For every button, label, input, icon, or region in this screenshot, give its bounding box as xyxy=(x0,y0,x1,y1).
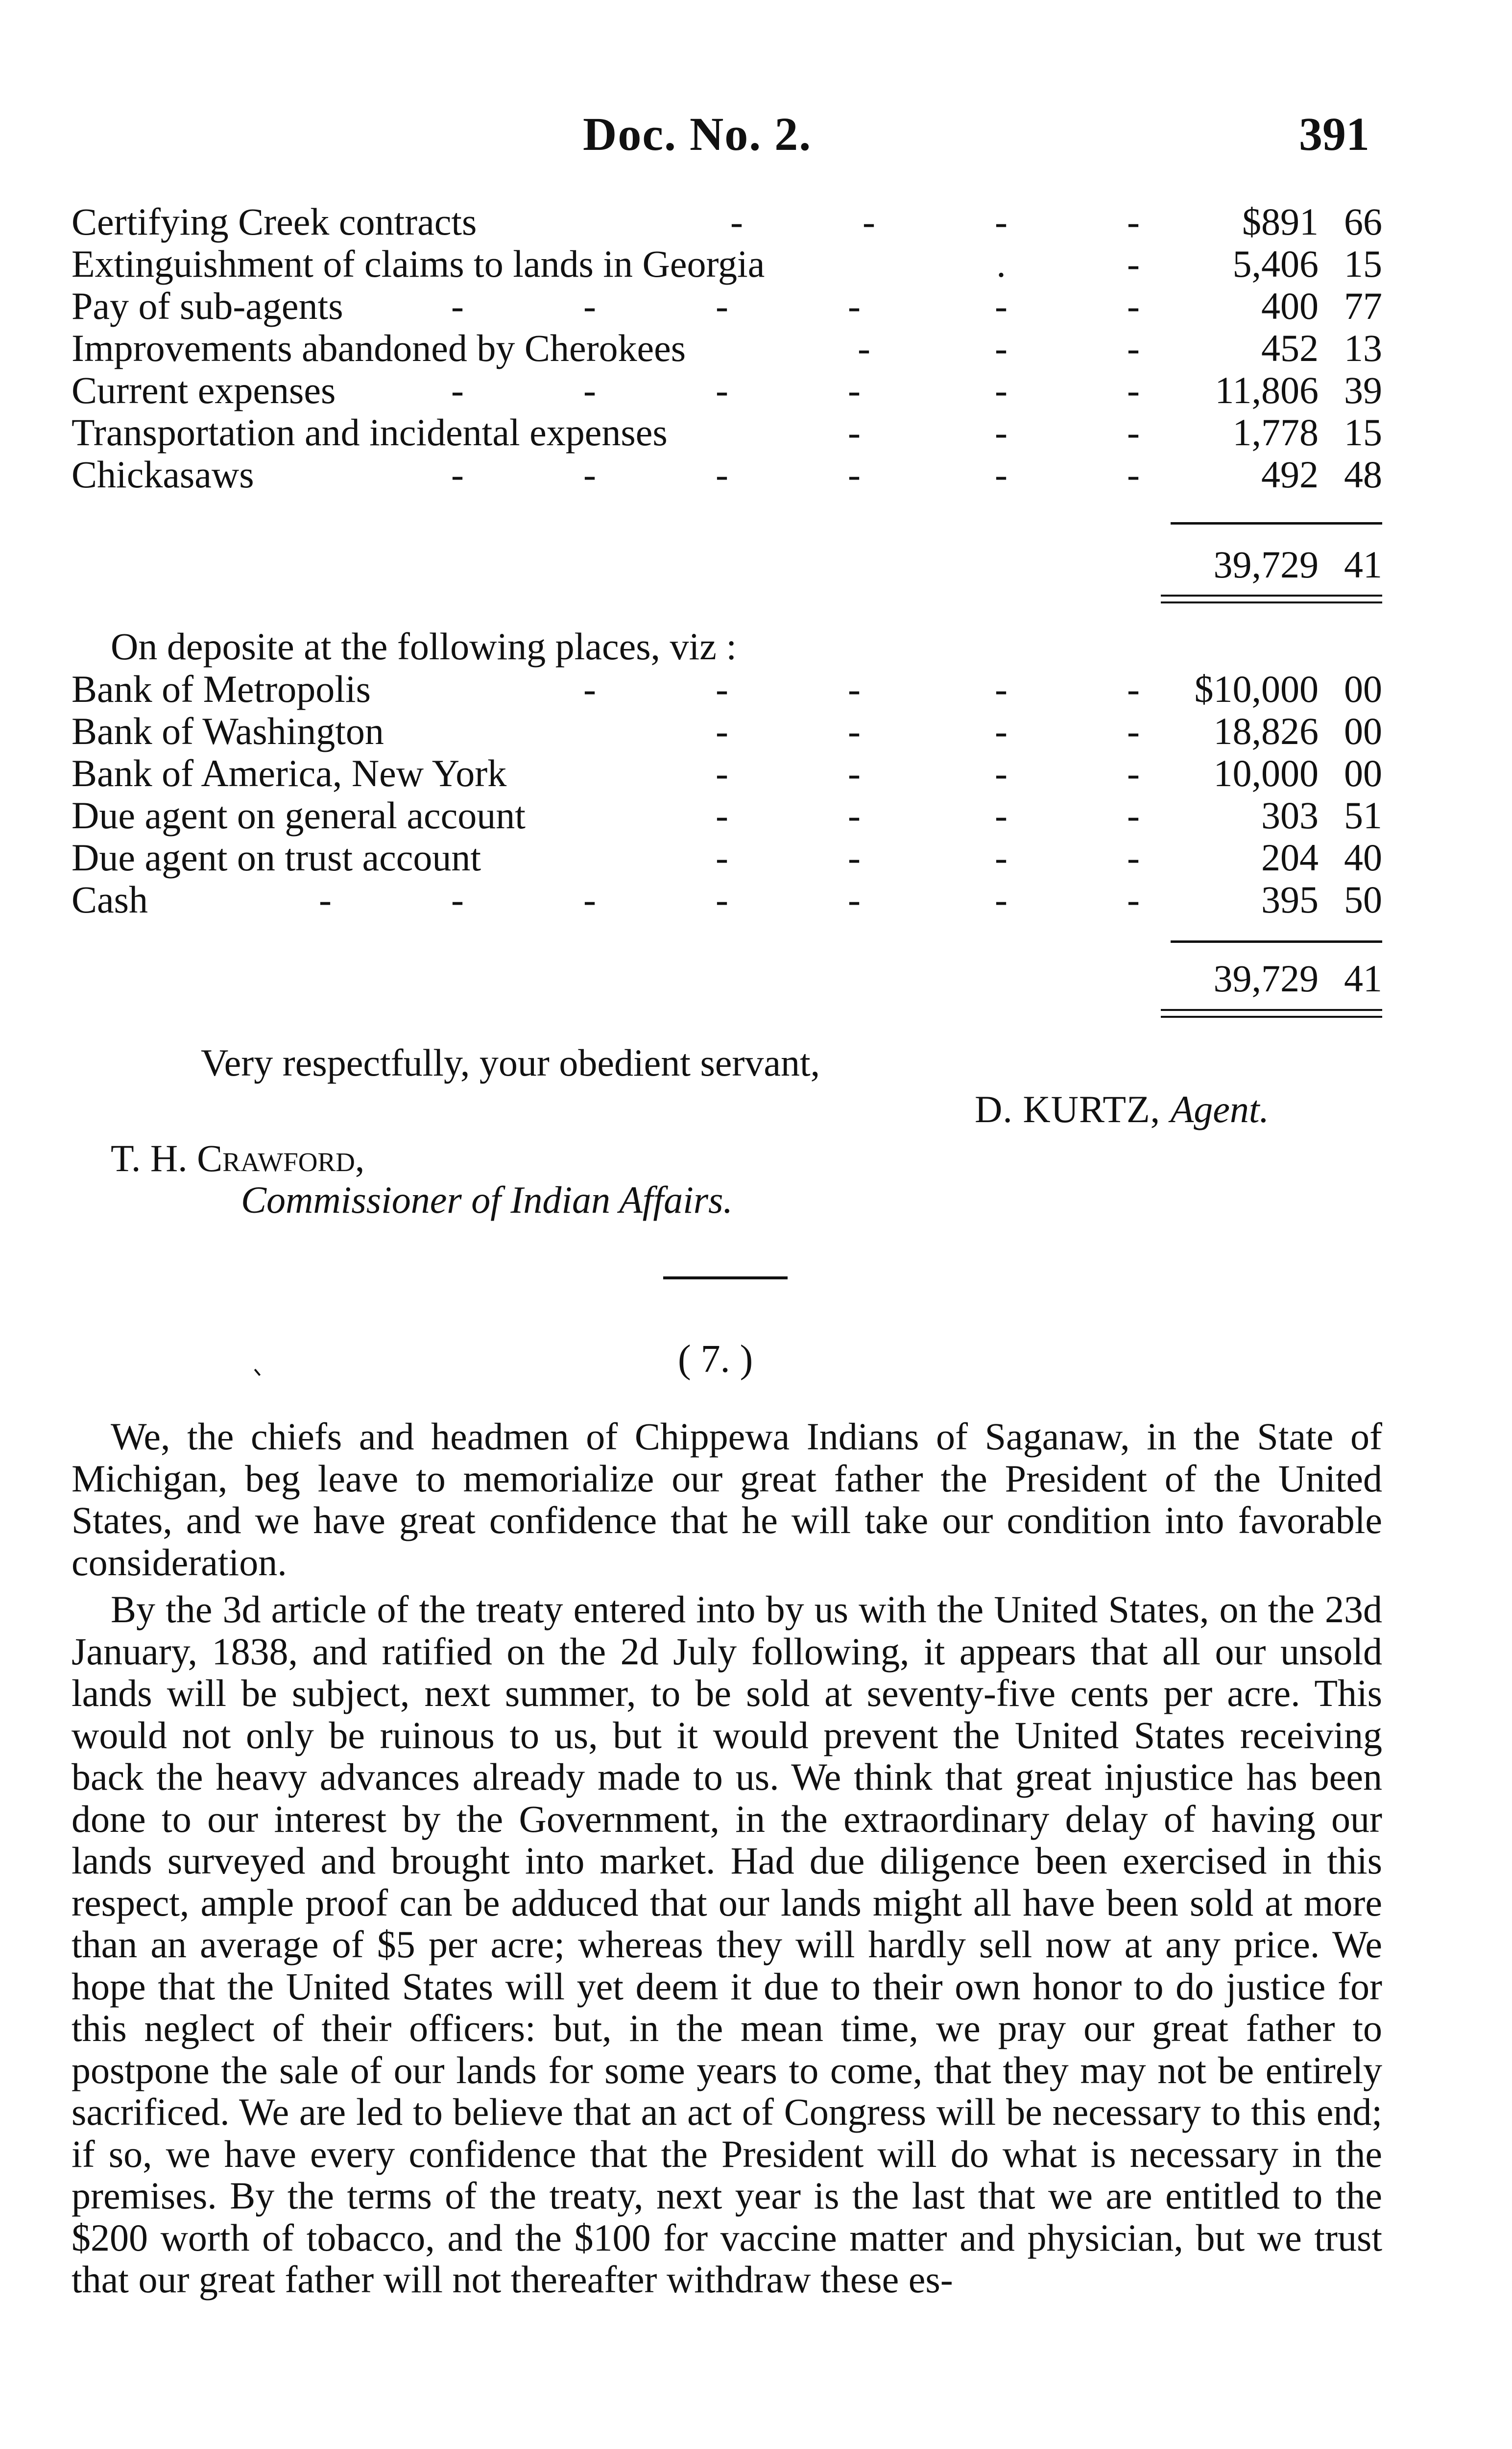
leader-dash: - xyxy=(716,285,728,327)
leader-dash: - xyxy=(995,285,1008,327)
addressee-title: Commissioner of Indian Affairs. xyxy=(241,1178,733,1221)
leader-dash: - xyxy=(863,200,875,243)
leader-dash: - xyxy=(1127,878,1140,921)
ledger-label: Bank of America, New York xyxy=(72,752,507,794)
ledger-label: Chickasaws xyxy=(72,453,254,496)
leader-dash: - xyxy=(858,327,870,369)
leader-dash: - xyxy=(1127,285,1140,327)
total-dollars: 39,729 xyxy=(1213,543,1319,586)
page-number: 391 xyxy=(1299,108,1369,160)
leader-dash: - xyxy=(995,710,1008,752)
leader-dash: - xyxy=(848,752,861,794)
ledger-row xyxy=(72,752,1382,794)
ledger-dollars: 1,778 xyxy=(1232,411,1319,454)
leader-dash: - xyxy=(583,369,596,411)
ledger-cents: 00 xyxy=(1344,710,1382,752)
leader-dash: - xyxy=(1127,453,1140,496)
leader-dash: - xyxy=(716,752,728,794)
leader-dash: - xyxy=(1127,710,1140,752)
leader-dash: - xyxy=(716,453,728,496)
sum-rule xyxy=(1171,522,1382,525)
ledger-label: Pay of sub-agents xyxy=(72,285,343,327)
ledger-cents: 00 xyxy=(1344,668,1382,710)
ledger-dollars: 11,806 xyxy=(1215,369,1319,411)
leader-dash: - xyxy=(716,878,728,921)
leader-dash: - xyxy=(848,878,861,921)
total-double-rule xyxy=(1161,595,1382,603)
ledger-row xyxy=(72,710,1382,752)
ledger-dollars: 204 xyxy=(1261,836,1319,879)
ledger-dollars: 10,000 xyxy=(1213,752,1319,794)
ledger-row xyxy=(72,454,1382,496)
memorial-paragraph-1 xyxy=(72,1416,1382,1583)
leader-dash: - xyxy=(1127,794,1140,837)
ledger-label: Cash xyxy=(72,878,148,921)
leader-dash: - xyxy=(1127,200,1140,243)
leader-dash: - xyxy=(995,794,1008,837)
leader-dash: - xyxy=(848,710,861,752)
leader-dash: - xyxy=(995,369,1008,411)
leader-dash: - xyxy=(583,878,596,921)
ledger-row xyxy=(72,879,1382,921)
addressee-name xyxy=(111,1136,364,1180)
leader-dash: - xyxy=(1127,411,1140,454)
leader-dash: - xyxy=(995,878,1008,921)
leader-dash: - xyxy=(848,411,861,454)
leader-dash: - xyxy=(995,411,1008,454)
ledger-cents: 39 xyxy=(1344,369,1382,411)
leader-dash: - xyxy=(848,668,861,710)
ledger-row xyxy=(72,327,1382,369)
total-cents: 41 xyxy=(1344,957,1382,1000)
leader-dash: - xyxy=(451,285,464,327)
ledger-cents: 66 xyxy=(1344,200,1382,243)
total-cents: 41 xyxy=(1344,543,1382,586)
total-double-rule xyxy=(1161,1009,1382,1018)
addressee-name-text: T. H. Crawford, xyxy=(111,1137,365,1179)
ledger-cents: 77 xyxy=(1344,285,1382,327)
total-row xyxy=(72,958,1382,1000)
ledger-label: Extinguishment of claims to lands in Georgia xyxy=(72,242,765,285)
leader-dash: - xyxy=(716,794,728,837)
ledger-dollars: 18,826 xyxy=(1213,710,1319,752)
leader-dash: - xyxy=(451,878,464,921)
signer-name: D. KURTZ, xyxy=(975,1088,1161,1130)
leader-dash: - xyxy=(848,794,861,837)
memorial-paragraph-2 xyxy=(72,1588,1382,2301)
ledger-row xyxy=(72,243,1382,285)
ledger-row xyxy=(72,411,1382,454)
leader-dash: - xyxy=(451,369,464,411)
leader-dash: - xyxy=(995,453,1008,496)
leader-dash: - xyxy=(995,327,1008,369)
ledger-cents: 00 xyxy=(1344,752,1382,794)
leader-dash: - xyxy=(995,200,1008,243)
section-number: ( 7. ) xyxy=(678,1338,753,1381)
leader-dash: - xyxy=(848,285,861,327)
leader-dash: - xyxy=(716,836,728,879)
closing-line: Very respectfully, your obedient servant, xyxy=(201,1041,820,1084)
leader-dash: - xyxy=(319,878,332,921)
leader-dash: - xyxy=(451,453,464,496)
leader-dash: - xyxy=(583,668,596,710)
ledger-dollars: 452 xyxy=(1261,327,1319,369)
leader-dash: - xyxy=(716,369,728,411)
leader-dash: - xyxy=(995,752,1008,794)
signature-block xyxy=(975,1087,1269,1131)
ledger-dollars: $891 xyxy=(1242,200,1319,243)
ledger-cents: 13 xyxy=(1344,327,1382,369)
ledger-label: Bank of Washington xyxy=(72,710,384,752)
ledger-label: Due agent on general account xyxy=(72,794,526,837)
ledger-label: Due agent on trust account xyxy=(72,836,481,879)
ledger-cents: 51 xyxy=(1344,794,1382,837)
ledger-cents: 15 xyxy=(1344,242,1382,285)
leader-dash: - xyxy=(1127,836,1140,879)
ledger-row xyxy=(72,369,1382,411)
ledger-dollars: 303 xyxy=(1261,794,1319,837)
leader-dash: - xyxy=(1127,369,1140,411)
stray-mark xyxy=(254,1365,265,1376)
signer-role: Agent. xyxy=(1170,1088,1270,1130)
deposits-intro: On deposite at the following places, viz : xyxy=(111,625,737,668)
leader-dash: - xyxy=(583,285,596,327)
leader-dash: - xyxy=(716,710,728,752)
document-title: Doc. No. 2. xyxy=(583,108,812,160)
ledger-row xyxy=(72,285,1382,327)
total-row xyxy=(72,544,1382,586)
ledger-label: Transportation and incidental expenses xyxy=(72,411,668,454)
leader-dash: - xyxy=(1127,242,1140,285)
leader-dash: - xyxy=(1127,668,1140,710)
leader-dash: - xyxy=(1127,327,1140,369)
ledger-cents: 40 xyxy=(1344,836,1382,879)
ledger-label: Certifying Creek contracts xyxy=(72,200,477,243)
leader-dash: - xyxy=(716,668,728,710)
leader-dash: - xyxy=(995,668,1008,710)
ledger-row xyxy=(72,201,1382,243)
ledger-dollars: $10,000 xyxy=(1194,668,1319,710)
ledger-cents: 15 xyxy=(1344,411,1382,454)
sum-rule xyxy=(1171,940,1382,943)
ledger-label: Current expenses xyxy=(72,369,336,411)
ledger-row xyxy=(72,794,1382,837)
ledger-dollars: 5,406 xyxy=(1232,242,1319,285)
ledger-cents: 48 xyxy=(1344,453,1382,496)
ledger-row xyxy=(72,837,1382,879)
ledger-dollars: 400 xyxy=(1261,285,1319,327)
ledger-label: Bank of Metropolis xyxy=(72,668,371,710)
leader-dash: - xyxy=(848,836,861,879)
leader-dash: - xyxy=(583,453,596,496)
section-divider xyxy=(663,1276,788,1279)
leader-dash: - xyxy=(730,200,743,243)
ledger-cents: 50 xyxy=(1344,878,1382,921)
leader-dash: - xyxy=(848,369,861,411)
leader-dash: - xyxy=(848,453,861,496)
total-dollars: 39,729 xyxy=(1213,957,1319,1000)
leader-dash: - xyxy=(995,836,1008,879)
paragraph-text: We, the chiefs and headmen of Chippewa Indians of Saganaw, in the State of Michigan, beg leave to memorialize our great father the President of the United States, and we have great confidence that he will take our condition into favorable consideration. xyxy=(72,1415,1382,1584)
leader-dash: . xyxy=(996,242,1006,285)
ledger-dollars: 492 xyxy=(1261,453,1319,496)
ledger-dollars: 395 xyxy=(1261,878,1319,921)
paragraph-text: By the 3d article of the treaty entered into by us with the United States, on the 23d January, 1838, and ratified on the 2d July following, it appears that all our unsold lands will be subject, next summer, to be sold at seventy-five cents per acre. This would not only be ruinous to us, but it would prevent the United States receiving back the heavy advances already made to us. We think that great injustice has been done to our interest by the Government, in the extraordinary delay of having our lands surveyed and brought into market. Had due diligence been exercised in this respect, ample proof can be adduced that our lands might all have been sold at more than an average of $5 per acre; whereas they will hardly sell now at any price. We hope that the United States will yet deem it due to their own honor to do justice for this neglect of their officers: but, in the mean time, we pray our great father to postpone the sale of our lands for some years to come, that they may not be entirely sacrificed. We are led to believe that an act of Congress will be necessary to this end; if so, we have every confidence that the President will do what is necessary in the premises. By the terms of the treaty, next year is the last that we are entitled to the $200 worth of tobacco, and the $100 for vaccine matter and physician, but we trust that our great father will not thereafter withdraw these es- xyxy=(72,1588,1382,2301)
ledger-row xyxy=(72,668,1382,710)
leader-dash: - xyxy=(1127,752,1140,794)
ledger-label: Improvements abandoned by Cherokees xyxy=(72,327,686,369)
